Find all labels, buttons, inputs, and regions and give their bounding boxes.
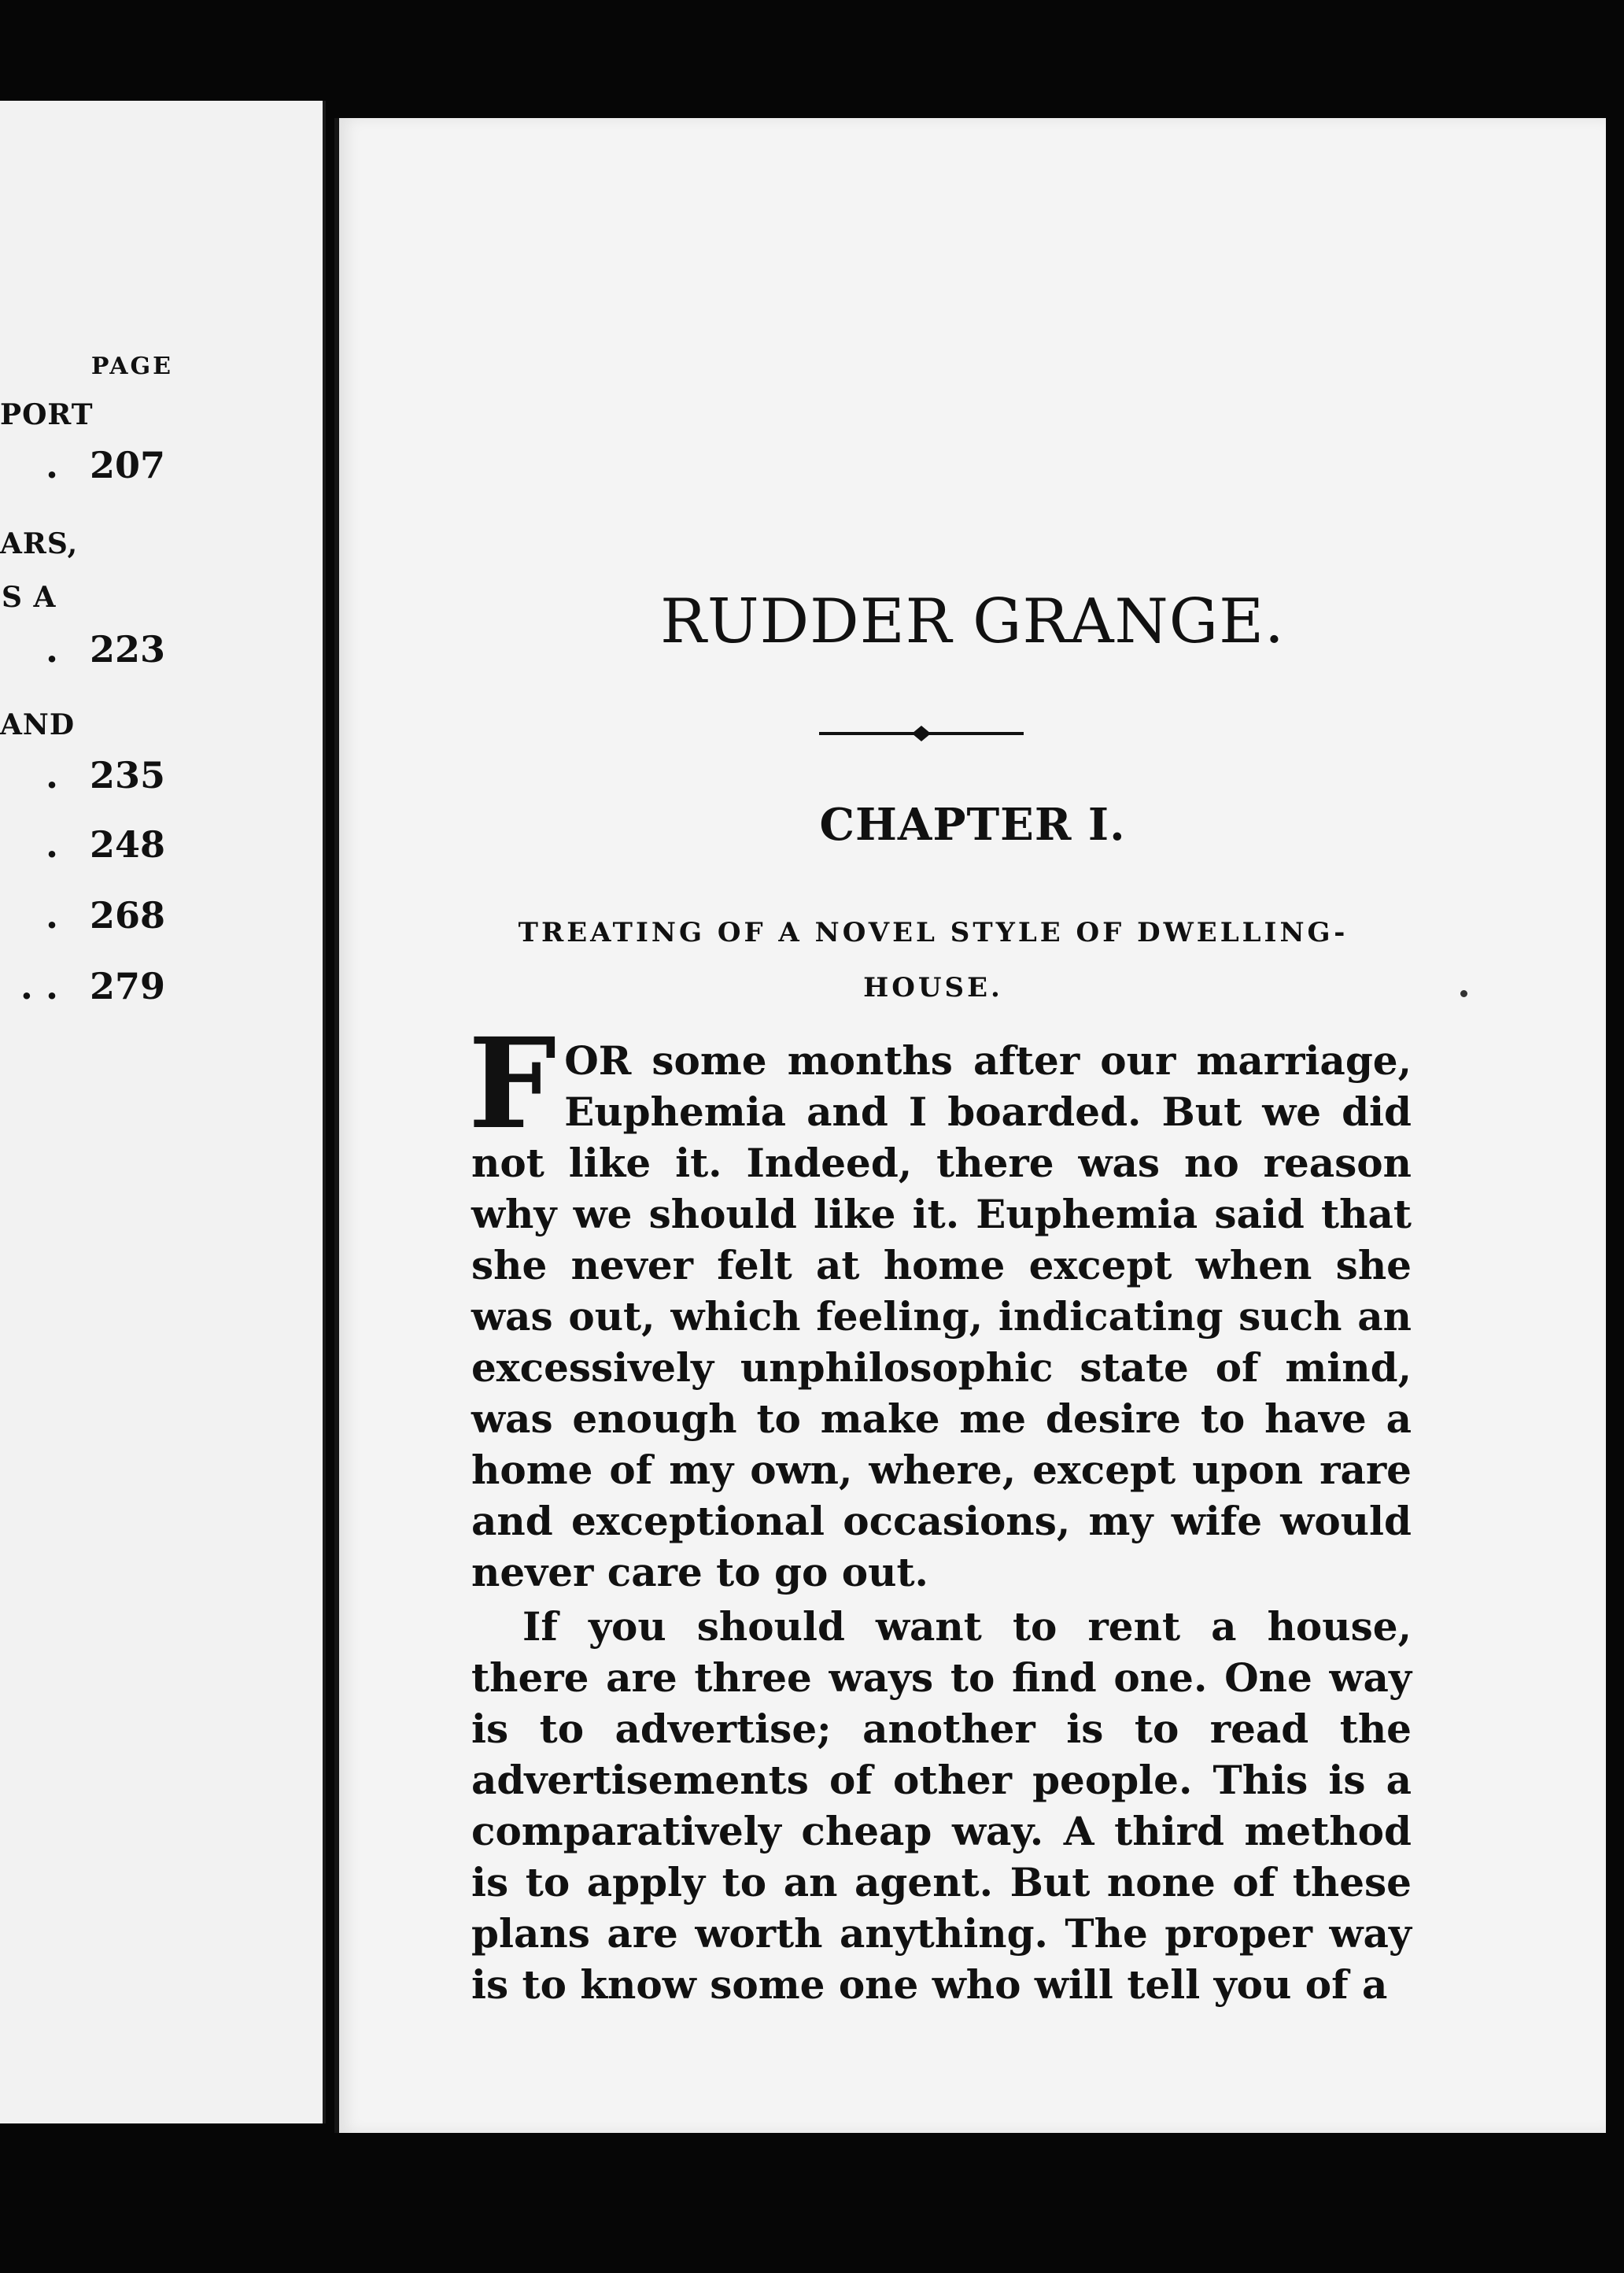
paragraph (468, 1011, 1412, 1598)
toc-page-number: 248 (89, 823, 165, 866)
toc-entry (46, 754, 165, 796)
left-facing-page (0, 101, 326, 2123)
toc-entry (20, 965, 165, 1007)
toc-page-number: 223 (89, 628, 165, 671)
toc-page-label: PAGE (90, 353, 173, 380)
leader-dot: . (45, 444, 58, 486)
toc-page-number: 235 (89, 754, 165, 796)
leader-dot: . (45, 754, 58, 796)
drop-cap: F (468, 1011, 557, 1157)
chapter-body (468, 1011, 1412, 2010)
page-punch-mark (898, 190, 920, 213)
toc-entry (46, 628, 165, 671)
toc-page-number: 279 (89, 965, 165, 1007)
toc-entry (46, 894, 165, 937)
dust-speck (1460, 990, 1467, 997)
leader-dot: . . (20, 965, 58, 1007)
leader-dot: . (45, 628, 58, 671)
paragraph: If you should want to rent a house, there are three ways to find one. One way is to advertise; another is to read the advertisements of other people. This is a comparatively cheap way. A third method is to apply to an agent. But none of these plans are worth anything. The proper way is to know some one who will tell you of a (471, 1603, 1412, 2008)
toc-fragment: PORT (0, 398, 94, 431)
toc-fragment: S A (2, 581, 57, 614)
chapter-title: TREATING OF A NOVEL STYLE OF DWELLING-HOUSE. (518, 917, 1349, 1003)
toc-fragment: ARS, (0, 527, 79, 560)
book-page (334, 118, 1606, 2133)
toc-page-number: 207 (89, 444, 165, 486)
leader-dot: . (45, 894, 58, 937)
toc-fragment: AND (0, 708, 76, 741)
toc-page-number: 268 (89, 894, 165, 937)
leader-dot: . (45, 823, 58, 866)
ornament-divider-icon (819, 724, 1024, 743)
chapter-number: CHAPTER I. (819, 799, 1126, 851)
toc-entry (46, 444, 165, 486)
toc-entry (46, 823, 165, 866)
paragraph-text: OR some months after our marriage, Euphemia and I boarded. But we did not like it. Indeed, there was no reason why we should like it. Euphemia said that she never felt at home except when she was out, which feeling, indicating such an excessively unphilosophic state of mind, was enough to make me desire to have a home of my own, where, except upon rare and exceptional occasions, my wife would never care to go out. (471, 1037, 1412, 1595)
book-title: RUDDER GRANGE. (660, 586, 1285, 657)
